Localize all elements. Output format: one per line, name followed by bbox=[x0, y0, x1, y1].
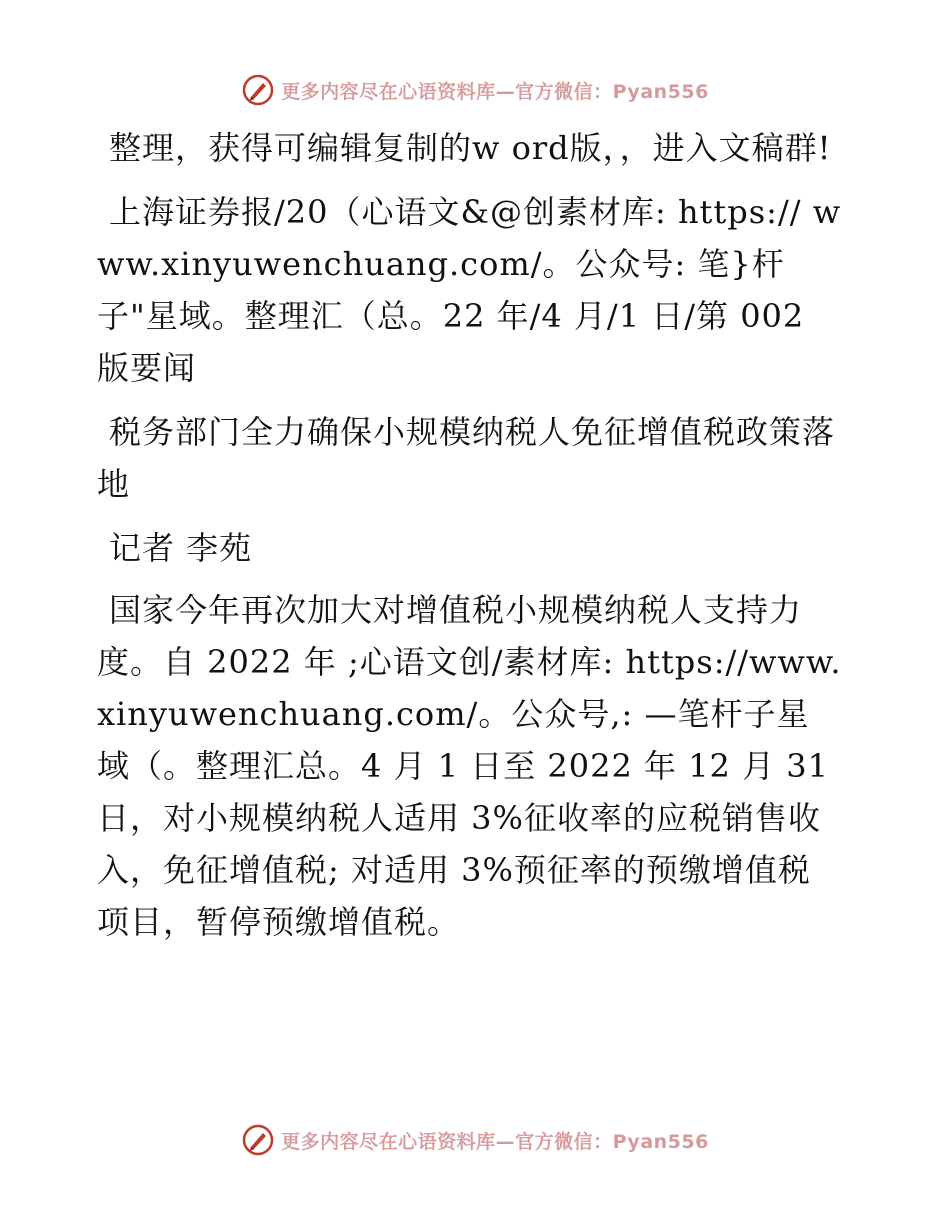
byline: 记者 李苑 bbox=[109, 529, 253, 567]
watermark-text: 更多内容尽在心语资料库—官方微信：Pyan556 bbox=[281, 80, 709, 103]
source-paragraph: 上海证券报/20（心语文&@创素材库: https:// www.xinyuwenchuang.com/。公众号: 笔}杆子"星域。整理汇（总。22 年/4 月/1 日/第 002 版要闻 bbox=[97, 193, 842, 387]
document-body bbox=[97, 122, 842, 960]
body-paragraph: 国家今年再次加大对增值税小规模纳税人支持力度。自 2022 年 ;心语文创/素材库: https://www.xinyuwenchuang.com/。公众号,: —笔杆子星域（。整理汇总。4 月 1 日至 2022 年 12 月 31日，对小规模纳税人适用 3%征收率的应税销售收入，免征增值税; 对适用 3%预征率的预缴增值税项目，暂停预缴增值税。 bbox=[97, 591, 842, 941]
watermark-text: 更多内容尽在心语资料库—官方微信：Pyan556 bbox=[281, 1130, 709, 1153]
pen-logo-icon bbox=[241, 1123, 275, 1157]
header-watermark bbox=[0, 70, 950, 110]
pen-logo-icon bbox=[241, 73, 275, 107]
footer-watermark bbox=[0, 1120, 950, 1160]
intro-paragraph: 整理，获得可编辑复制的w ord版，，进入文稿群! bbox=[109, 129, 832, 167]
article-headline: 税务部门全力确保小规模纳税人免征增值税政策落地 bbox=[97, 413, 836, 503]
